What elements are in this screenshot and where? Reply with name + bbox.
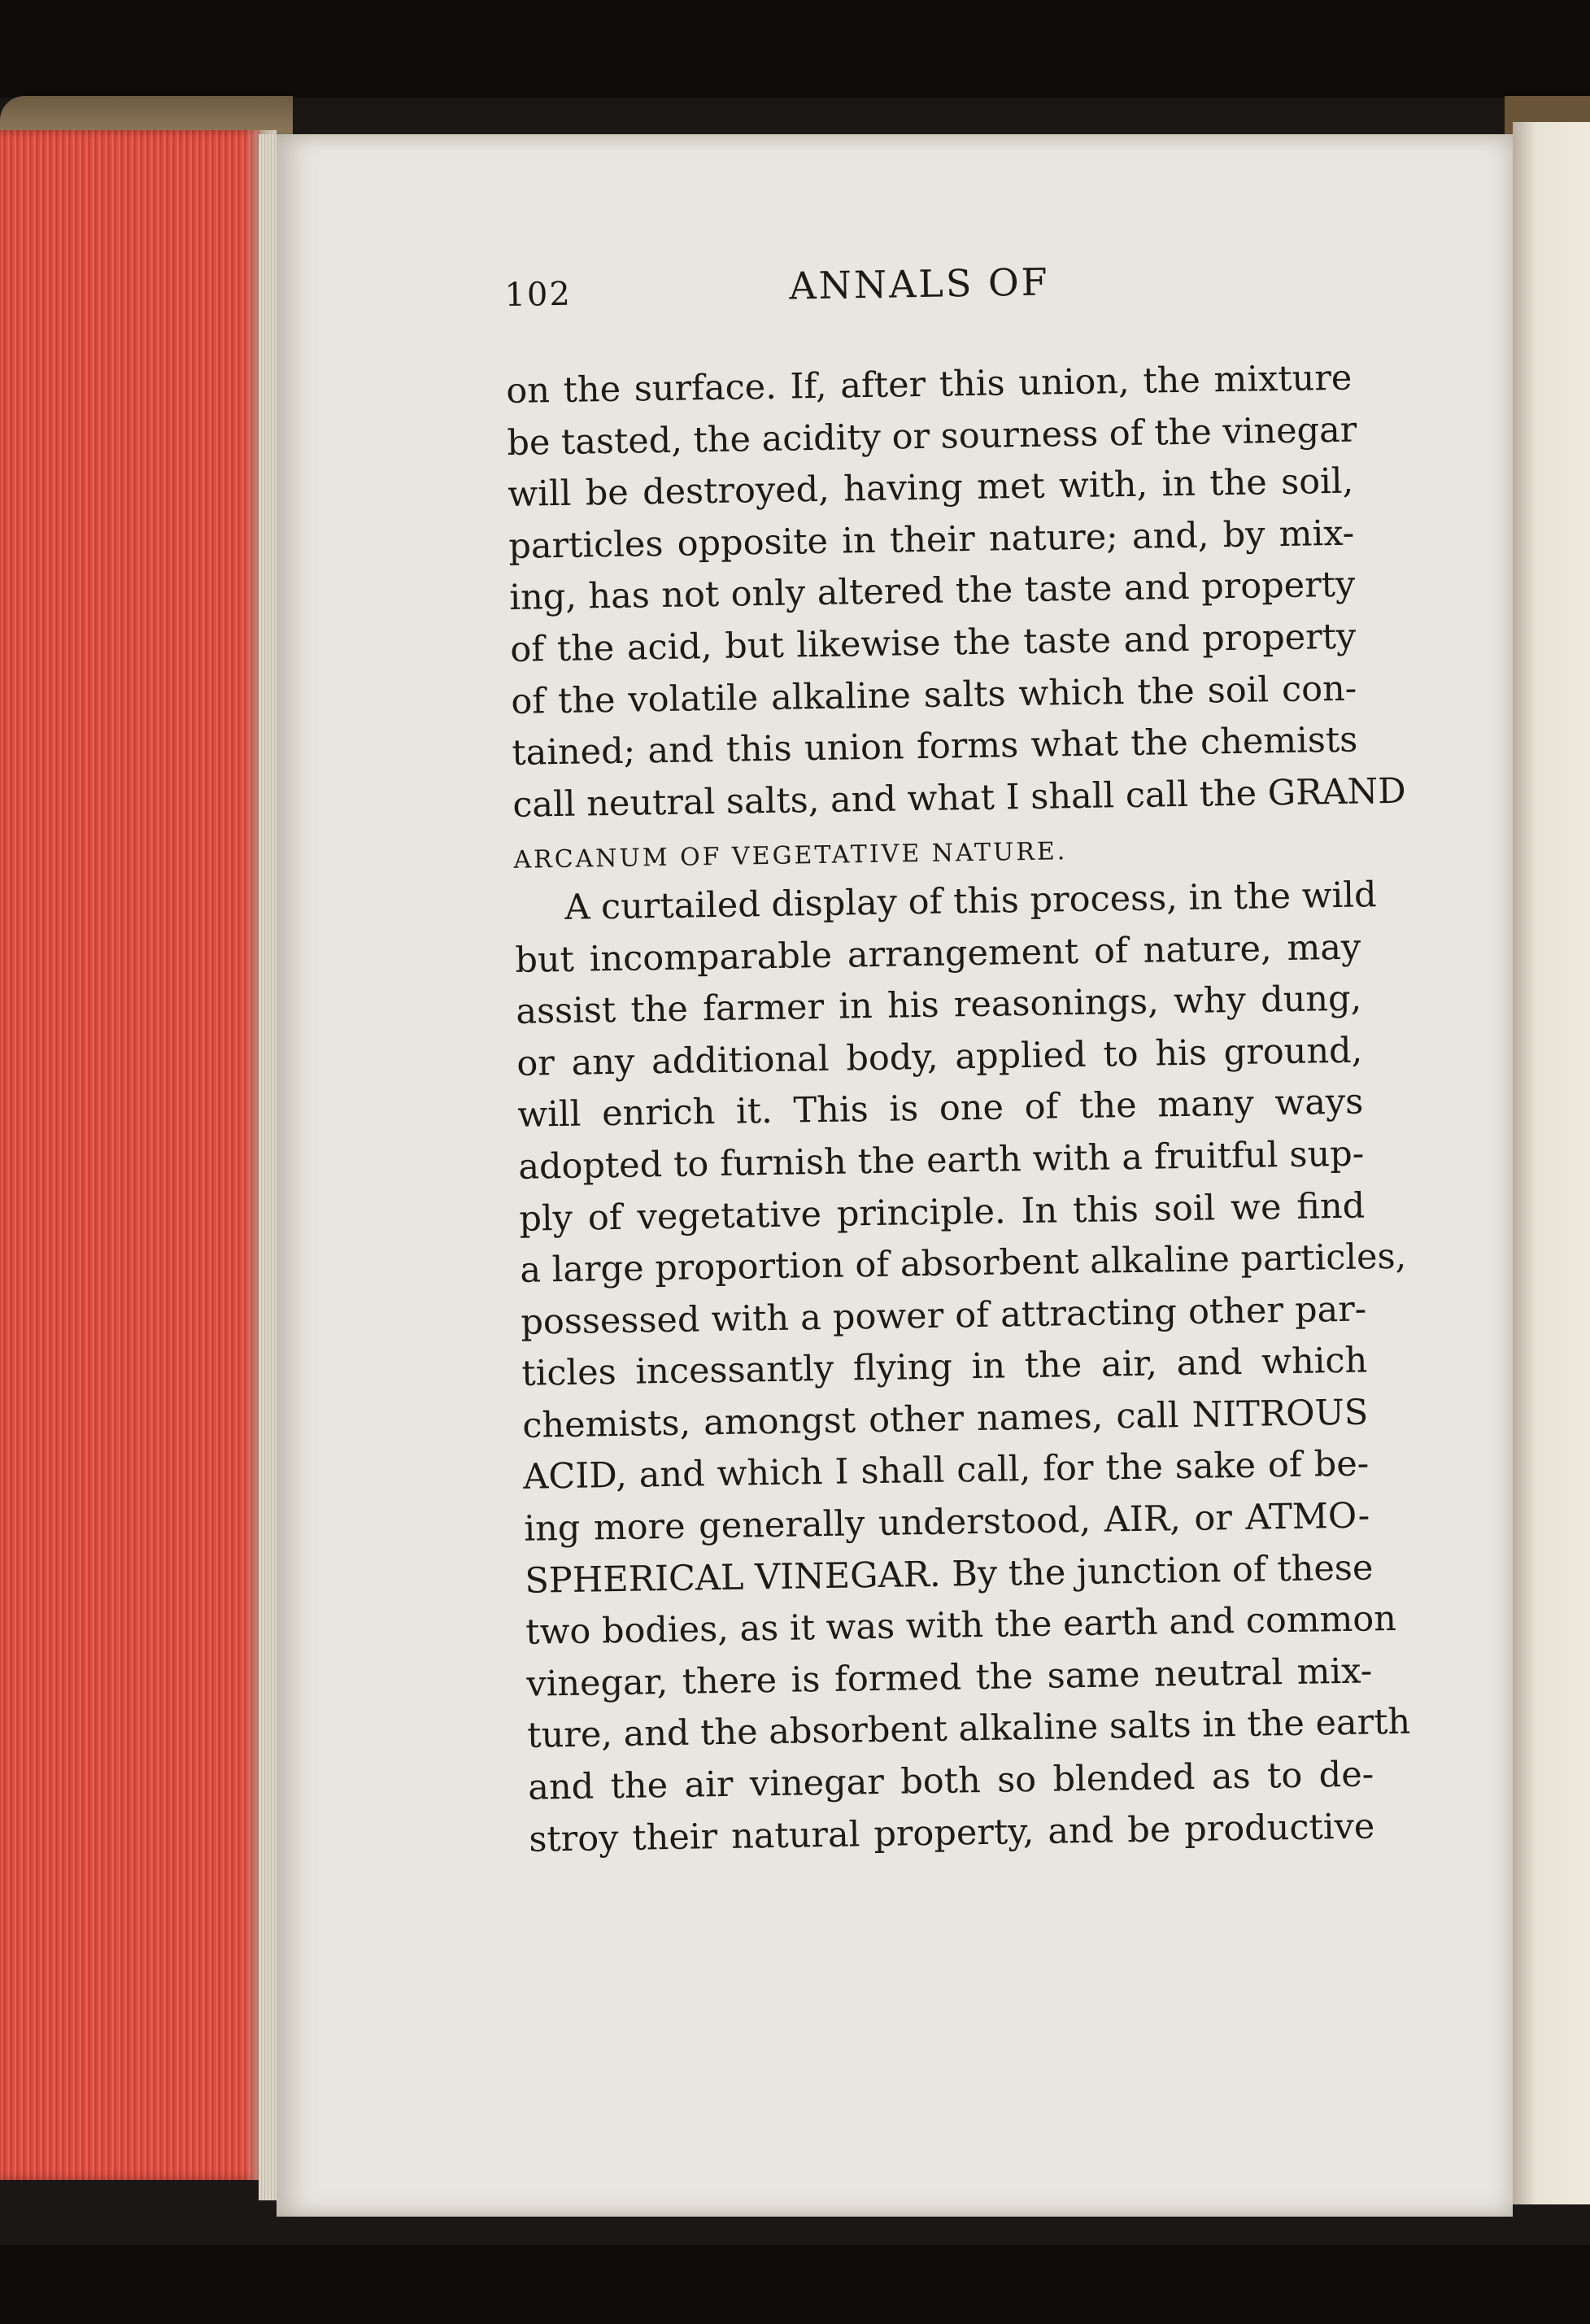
text-line: particles opposite in their nature; and, by mix- — [507, 512, 1355, 567]
text-line: assist the farmer in his reasonings, why dung, — [515, 978, 1362, 1033]
red-page-edges — [0, 130, 260, 2180]
text-line: stroy their natural property, and be productive — [528, 1806, 1375, 1860]
text-line: A curtailed display of this process, in the wild — [564, 874, 1377, 928]
text-line: chemists, amongst other names, call NITROUS — [521, 1392, 1369, 1446]
facing-page-edge — [1513, 122, 1590, 2204]
text-line: will be destroyed, having met with, in the soil, — [507, 460, 1354, 516]
text-line: of the acid, but likewise the taste and property — [509, 616, 1357, 670]
text-line: two bodies, as it was with the earth and common — [525, 1598, 1397, 1654]
text-line: ing more generally understood, AIR, or ATMO- — [523, 1495, 1370, 1550]
text-line: be tasted, the acidity or sourness of the vinegar — [506, 409, 1357, 464]
book-page — [277, 134, 1513, 2217]
text-line: ACID, and which I shall call, for the sake of be- — [522, 1443, 1370, 1498]
text-line: ply of vegetative principle. In this soil we find — [518, 1185, 1366, 1240]
text-line: will enrich it. This is one of the many ways — [516, 1081, 1364, 1136]
small-caps-text: ARCANUM OF VEGETATIVE NATURE. — [513, 837, 1068, 875]
text-line: ture, and the absorbent alkaline salts in the earth — [526, 1702, 1411, 1757]
text-line: a large proportion of absorbent alkaline particles, — [519, 1236, 1407, 1291]
text-line: of the volatile alkaline salts which the soil con- — [510, 668, 1357, 722]
text-line: and the air vinegar both so blended as to de- — [527, 1754, 1374, 1808]
text-line: tained; and this union forms what the chemists — [511, 719, 1358, 774]
running-title: ANNALS OF — [788, 259, 1051, 308]
text-line: or any additional body, applied to his ground, — [516, 1030, 1363, 1084]
text-line: adopted to furnish the earth with a fruitful sup- — [517, 1133, 1365, 1188]
text-line: ticles incessantly flying in the air, and which — [521, 1340, 1368, 1395]
running-head — [504, 255, 1384, 366]
text-line: but incomparable arrangement of nature, may — [514, 927, 1361, 981]
text-line: ing, has not only altered the taste and property — [508, 564, 1356, 619]
page-number: 102 — [504, 275, 573, 314]
text-line: SPHERICAL VINEGAR. By the junction of these — [524, 1547, 1374, 1602]
text-line: possessed with a power of attracting other par- — [520, 1288, 1367, 1343]
text-line: vinegar, there is formed the same neutral mix- — [525, 1650, 1373, 1705]
page-text — [504, 255, 1411, 1866]
text-line: call neutral salts, and what I shall call the GRAND — [512, 770, 1407, 826]
text-line: on the surface. If, after this union, the mixture — [505, 357, 1353, 412]
